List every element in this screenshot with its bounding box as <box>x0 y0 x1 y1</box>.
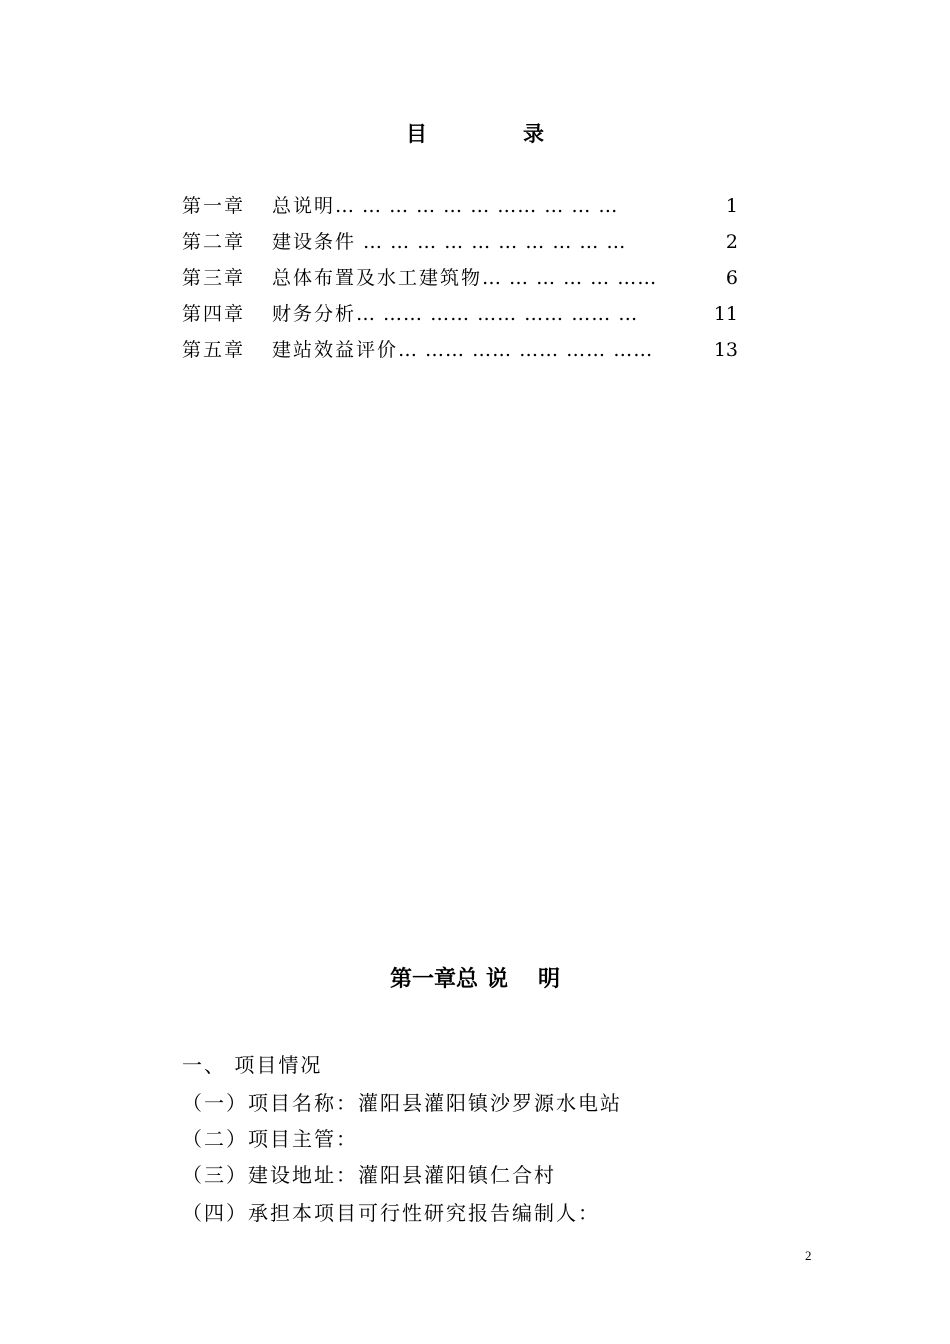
paragraph-line: （一）项目名称：灌阳县灌阳镇沙罗源水电站 <box>182 1091 622 1115</box>
toc-page: 13 <box>713 339 738 361</box>
toc-label: 建站效益评价… …… …… …… …… …… <box>272 339 654 361</box>
toc-entry-3[interactable] <box>182 263 740 293</box>
toc-chapter: 第三章 <box>182 267 246 289</box>
toc-label: 总说明… … … … … … …… … … … <box>272 195 619 217</box>
toc-leader: … … … … … …… <box>482 267 658 289</box>
toc-leader: … … … … … … …… … … … <box>335 195 619 217</box>
toc-entry-4[interactable] <box>182 299 740 329</box>
toc-label: 总体布置及水工建筑物… … … … … …… <box>272 267 658 289</box>
toc-chapter: 第四章 <box>182 303 246 325</box>
paragraph-line: （四）承担本项目可行性研究报告编制人： <box>182 1201 600 1225</box>
toc-page: 1 <box>725 195 738 217</box>
toc-page: 2 <box>725 231 738 253</box>
toc-page: 6 <box>725 267 738 289</box>
toc-leader: … … … … … … … … … … <box>356 231 627 253</box>
toc-label: 财务分析… …… …… …… …… …… … <box>272 303 639 325</box>
toc-title-left: 目 <box>406 121 427 146</box>
paragraph-line: （二）项目主管： <box>182 1127 358 1151</box>
toc-title-right: 录 <box>523 121 544 146</box>
chapter-heading: 第一章总 说 明 <box>389 966 561 992</box>
toc-leader: … …… …… …… …… …… … <box>356 303 639 325</box>
toc-entry-1[interactable] <box>182 191 740 221</box>
paragraph-line: （三）建设地址：灌阳县灌阳镇仁合村 <box>182 1163 556 1187</box>
toc-page: 11 <box>713 303 738 325</box>
toc-chapter: 第二章 <box>182 231 246 253</box>
toc-chapter: 第五章 <box>182 339 246 361</box>
toc-title <box>0 118 950 148</box>
toc-entry-5[interactable] <box>182 335 740 365</box>
section-heading: 一、 项目情况 <box>182 1053 323 1077</box>
toc-entry-2[interactable] <box>182 227 740 257</box>
toc-chapter: 第一章 <box>182 195 246 217</box>
page-number: 2 <box>805 1248 812 1263</box>
toc-label: 建设条件 … … … … … … … … … … <box>272 231 627 253</box>
toc-leader: … …… …… …… …… …… <box>398 339 654 361</box>
